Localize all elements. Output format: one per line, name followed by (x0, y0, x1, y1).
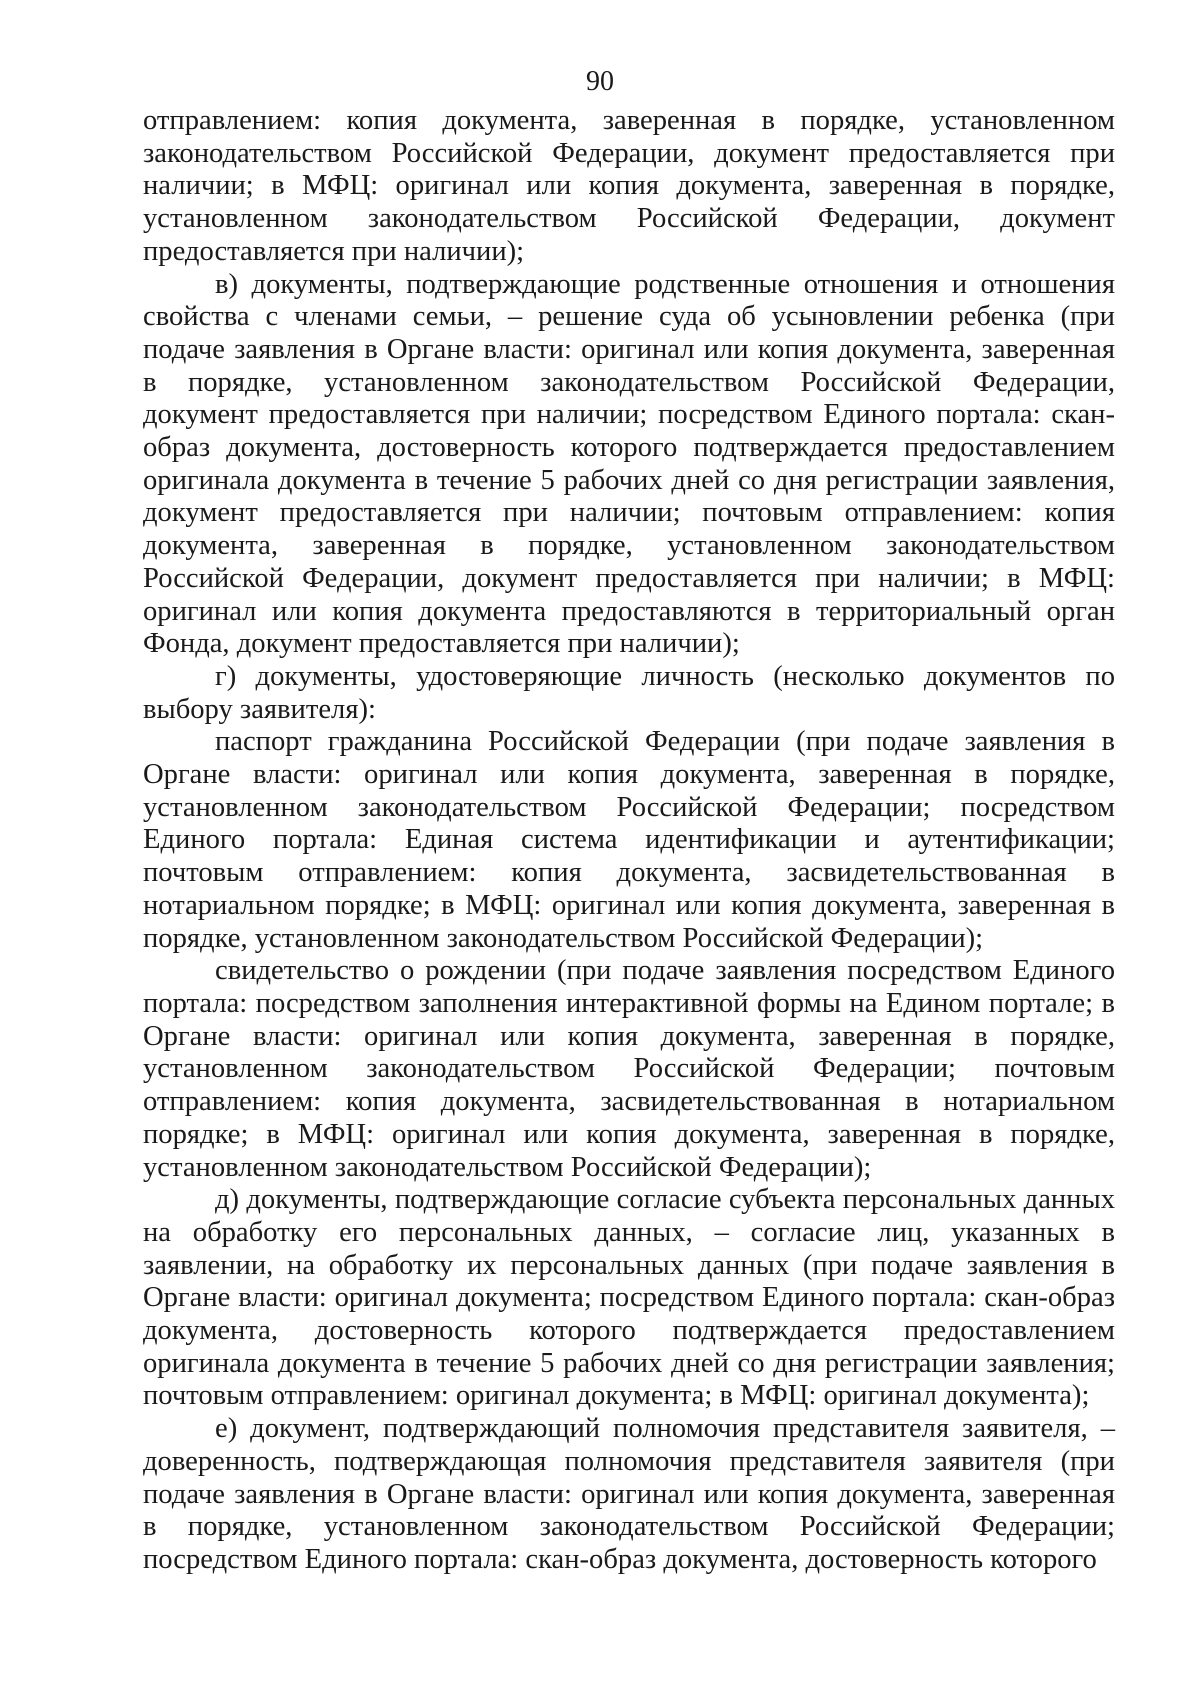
paragraph-item-e: е) документ, подтверждающий полномочия представителя заявителя, – доверенность, подтверждающая полномочия представителя заявителя (при подаче заявления в Органе власти: оригинал или копия документа, заверенная в порядке, установленном законодательством Российской Федерации; посредством Единого портала: скан-образ документа, достоверность которого (143, 1413, 1115, 1575)
paragraph-item-d: д) документы, подтверждающие согласие субъекта персональных данных на обработку его персональных данных, – согласие лиц, указанных в заявлении, на обработку их персональных данных (при подаче заявления в Органе власти: оригинал документа; посредством Единого портала: скан-образ документа, достоверность которого подтверждается предоставлением оригинала документа в течение 5 рабочих дней со дня регистрации заявления; почтовым отправлением: оригинал документа; в МФЦ: оригинал документа); (143, 1184, 1115, 1412)
paragraph-item-v: в) документы, подтверждающие родственные отношения и отношения свойства с членами семьи, – решение суда об усыновлении ребенка (при подаче заявления в Органе власти: оригинал или копия документа, заверенная в порядке, установленном законодательством Российской Федерации, документ предоставляется при наличии; посредством Единого портала: скан-образ документа, достоверность которого подтверждается предоставлением оригинала документа в течение 5 рабочих дней со дня регистрации заявления, документ предоставляется при наличии; почтовым отправлением: копия документа, заверенная в порядке, установленном законодательством Российской Федерации, документ предоставляется при наличии; в МФЦ: оригинал или копия документа предоставляются в территориальный орган Фонда, документ предоставляется при наличии); (143, 268, 1115, 660)
paragraph-continuation: отправлением: копия документа, заверенная в порядке, установленном законодательством Российской Федерации, документ предоставляется при наличии; в МФЦ: оригинал или копия документа, заверенная в порядке, установленном законодательством Российской Федерации, документ предоставляется при наличии); (143, 105, 1115, 267)
page-number: 90 (586, 66, 614, 97)
paragraph-birth-certificate: свидетельство о рождении (при подаче заявления посредством Единого портала: посредством заполнения интерактивной формы на Едином портале; в Органе власти: оригинал или копия документа, заверенная в порядке, установленном законодательством Российской Федерации; почтовым отправлением: копия документа, засвидетельствованная в нотариальном порядке; в МФЦ: оригинал или копия документа, заверенная в порядке, установленном законодательством Российской Федерации); (143, 955, 1115, 1183)
document-body (143, 105, 1115, 1577)
paragraph-passport: паспорт гражданина Российской Федерации (при подаче заявления в Органе власти: оригинал или копия документа, заверенная в порядке, установленном законодательством Российской Федерации; посредством Единого портала: Единая система идентификации и аутентификации; почтовым отправлением: копия документа, засвидетельствованная в нотариальном порядке; в МФЦ: оригинал или копия документа, заверенная в порядке, установленном законодательством Российской Федерации); (143, 726, 1115, 954)
paragraph-item-g: г) документы, удостоверяющие личность (несколько документов по выбору заявителя): (143, 660, 1115, 725)
